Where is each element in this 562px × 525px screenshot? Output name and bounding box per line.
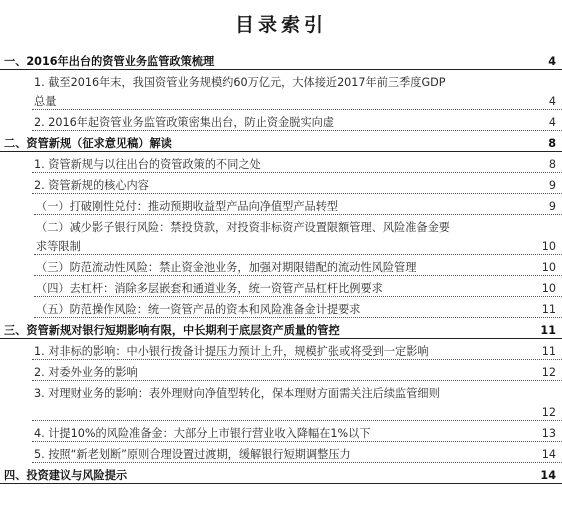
toc-page-number: 11 xyxy=(540,324,556,337)
toc-page-number: 9 xyxy=(548,179,556,192)
toc-entry-line xyxy=(0,113,562,132)
toc-leader xyxy=(32,420,562,421)
toc-entry-text: 四、投资建议与风险提示 xyxy=(4,469,128,482)
toc-entry-continuation xyxy=(0,237,562,256)
toc-entries xyxy=(0,52,562,487)
toc-leader xyxy=(32,172,562,173)
toc-entry-text: （四）去杠杆：消除多层嵌套和通道业务，统一资管产品杠杆比例要求 xyxy=(36,282,383,295)
toc-entry[interactable] xyxy=(0,321,562,342)
toc-entry-line xyxy=(0,445,562,464)
toc-entry[interactable] xyxy=(0,52,562,73)
toc-entry-line xyxy=(0,218,562,237)
toc-page-number: 10 xyxy=(541,240,556,253)
toc-entry[interactable] xyxy=(0,176,562,197)
toc-entry-text-continued: 求等限制 xyxy=(36,240,81,253)
toc-entry[interactable] xyxy=(0,113,562,134)
toc-page-number: 9 xyxy=(548,200,556,213)
toc-entry[interactable] xyxy=(0,197,562,218)
toc-page-number: 4 xyxy=(548,95,556,108)
toc-leader xyxy=(0,69,562,70)
toc-entry[interactable] xyxy=(0,258,562,279)
toc-entry-line xyxy=(0,197,562,216)
toc-entry-line xyxy=(0,384,562,403)
toc-entry[interactable] xyxy=(0,363,562,384)
toc-entry[interactable] xyxy=(0,218,562,258)
toc-entry-text: 2. 2016年起资管业务监管政策密集出台，防止资金脱实向虚 xyxy=(34,116,335,129)
toc-leader xyxy=(34,317,562,318)
toc-entry-line xyxy=(0,52,562,71)
toc-leader xyxy=(34,214,562,215)
toc-entry-text: （五）防范操作风险：统一资管产品的资本和风险准备金计提要求 xyxy=(36,303,361,316)
toc-page-number: 11 xyxy=(541,303,556,316)
toc-leader xyxy=(32,193,562,194)
toc-entry-text: 3. 对理财业务的影响：表外理财向净值型转化，保本理财方面需关注后续监管细则 xyxy=(34,387,440,400)
toc-entry-text: 二、资管新规（征求意见稿）解读 xyxy=(4,137,172,150)
toc-leader xyxy=(0,338,562,339)
toc-entry[interactable] xyxy=(0,155,562,176)
toc-entry-continuation xyxy=(0,92,562,111)
toc-leader xyxy=(34,275,562,276)
toc-page-number: 14 xyxy=(540,469,556,482)
toc-entry-continuation xyxy=(0,403,562,422)
toc-page-number: 13 xyxy=(541,427,556,440)
toc-page-number: 4 xyxy=(548,116,556,129)
toc-entry-line xyxy=(0,155,562,174)
toc-entry-line xyxy=(0,321,562,340)
toc-entry-line xyxy=(0,73,562,92)
toc-entry[interactable] xyxy=(0,73,562,113)
toc-entry[interactable] xyxy=(0,466,562,487)
toc-leader xyxy=(32,359,562,360)
toc-page-number: 12 xyxy=(541,366,556,379)
toc-entry-text: 1. 截至2016年末，我国资管业务规模约60万亿元，大体接近2017年前三季度GDP xyxy=(34,76,446,89)
page-title: 目录索引 xyxy=(234,14,327,36)
toc-leader xyxy=(32,441,562,442)
toc-entry-text: （二）减少影子银行风险：禁投贷款，对投资非标资产设置限额管理、风险准备金要 xyxy=(36,221,450,234)
toc-leader xyxy=(32,109,562,110)
toc-entry[interactable] xyxy=(0,300,562,321)
toc-entry-text: 1. 对非标的影响：中小银行拨备计提压力预计上升，规模扩张或将受到一定影响 xyxy=(34,345,429,358)
toc-leader xyxy=(32,130,562,131)
toc-page-number: 11 xyxy=(541,345,556,358)
toc-page-number: 4 xyxy=(548,55,556,68)
toc-leader xyxy=(34,296,562,297)
toc-page-number: 14 xyxy=(541,448,556,461)
toc-leader xyxy=(32,462,562,463)
toc-entry-text: 4. 计提10%的风险准备金：大部分上市银行营业收入降幅在1%以下 xyxy=(34,427,371,440)
toc-entry[interactable] xyxy=(0,384,562,424)
toc-page-number: 12 xyxy=(541,406,556,419)
toc-entry[interactable] xyxy=(0,279,562,300)
toc-page-number: 8 xyxy=(548,137,556,150)
toc-entry-line xyxy=(0,424,562,443)
toc-entry[interactable] xyxy=(0,134,562,155)
toc-entry-text: 1. 资管新规与以往出台的资管政策的不同之处 xyxy=(34,158,261,171)
toc-entry-text: （一）打破刚性兑付：推动预期收益型产品向净值型产品转型 xyxy=(36,200,339,213)
toc-page-number: 10 xyxy=(541,261,556,274)
toc-entry[interactable] xyxy=(0,424,562,445)
toc-entry-text: 三、资管新规对银行短期影响有限，中长期利于底层资产质量的管控 xyxy=(4,324,340,337)
toc-leader xyxy=(32,380,562,381)
toc-entry-line xyxy=(0,279,562,298)
toc-page-number: 8 xyxy=(548,158,556,171)
toc-entry-text: 2. 对委外业务的影响 xyxy=(34,366,138,379)
toc-leader xyxy=(34,254,562,255)
toc-entry-line xyxy=(0,342,562,361)
toc-entry-line xyxy=(0,258,562,277)
toc-entry-line xyxy=(0,176,562,195)
toc-entry-line xyxy=(0,300,562,319)
toc-entry-text: 一、2016年出台的资管业务监管政策梳理 xyxy=(4,55,215,68)
toc-entry-text: 5. 按照“新老划断”原则合理设置过渡期，缓解银行短期调整压力 xyxy=(34,448,351,461)
toc-entry[interactable] xyxy=(0,342,562,363)
toc-entry-text: （三）防范流动性风险：禁止资金池业务，加强对期限错配的流动性风险管理 xyxy=(36,261,417,274)
toc-entry-line xyxy=(0,363,562,382)
toc-page-number: 10 xyxy=(541,282,556,295)
toc-leader xyxy=(0,483,562,484)
toc-entry-text-continued: 总量 xyxy=(34,95,57,108)
toc-entry-line xyxy=(0,466,562,485)
toc-entry-line xyxy=(0,134,562,153)
toc-entry-text: 2. 资管新规的核心内容 xyxy=(34,179,149,192)
toc-leader xyxy=(0,151,562,152)
toc-entry[interactable] xyxy=(0,445,562,466)
